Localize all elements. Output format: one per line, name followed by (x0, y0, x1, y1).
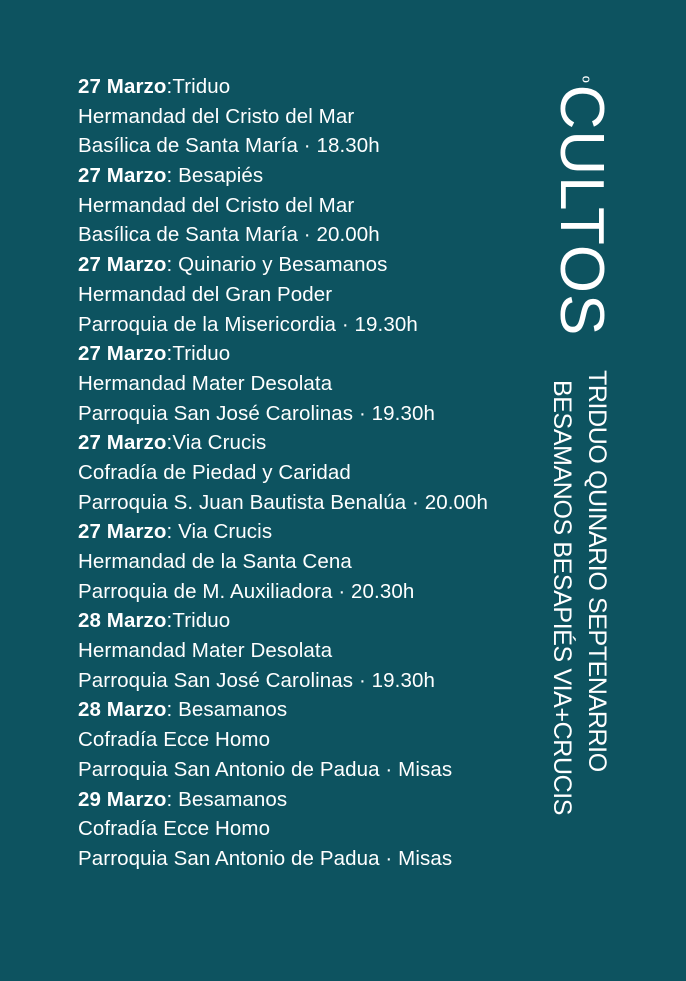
event-date: 27 Marzo (78, 253, 167, 277)
event-brotherhood: Cofradía Ecce Homo (78, 728, 271, 752)
event-brotherhood: Hermandad del Gran Poder (78, 282, 333, 306)
event-entry (78, 428, 518, 517)
events-list (78, 72, 518, 874)
event-date: 28 Marzo (78, 609, 167, 633)
event-entry (78, 606, 518, 695)
event-date: 28 Marzo (78, 698, 167, 722)
event-separator: : (166, 609, 173, 633)
event-header (78, 161, 518, 191)
event-type: Triduo (172, 342, 231, 366)
event-type: Besamanos (178, 698, 288, 722)
event-type: Via Crucis (172, 431, 267, 455)
event-header (78, 428, 518, 458)
event-date: 27 Marzo (78, 520, 167, 544)
event-type: Triduo (172, 609, 231, 633)
event-header (78, 250, 518, 280)
event-place-time: Parroquia San Antonio de Padua · Misas (78, 846, 453, 870)
event-entry (78, 339, 518, 428)
event-brotherhood: Cofradía Ecce Homo (78, 817, 271, 841)
title-text: CULTOS (547, 84, 616, 337)
event-place-time: Basílica de Santa María · 18.30h (78, 134, 380, 158)
event-entry (78, 72, 518, 161)
event-header (78, 339, 518, 369)
event-place-time: Parroquia de la Misericordia · 19.30h (78, 312, 418, 336)
event-date: 27 Marzo (78, 164, 167, 188)
event-type: Via Crucis (178, 520, 273, 544)
event-place-time: Parroquia San José Carolinas · 19.30h (78, 668, 435, 692)
event-place-time: Parroquia San José Carolinas · 19.30h (78, 401, 435, 425)
title-ordinal: º (573, 76, 593, 84)
event-separator: : (166, 431, 173, 455)
event-type: Besamanos (178, 787, 288, 811)
event-separator: : (166, 253, 179, 277)
event-place-time: Basílica de Santa María · 20.00h (78, 223, 380, 247)
event-brotherhood: Hermandad del Cristo del Mar (78, 104, 355, 128)
event-brotherhood: Cofradía de Piedad y Caridad (78, 460, 351, 484)
event-entry (78, 785, 518, 874)
event-date: 27 Marzo (78, 431, 167, 455)
event-place-time: Parroquia de M. Auxiliadora · 20.30h (78, 579, 415, 603)
event-brotherhood: Hermandad Mater Desolata (78, 639, 333, 663)
tags-line-2: BESAMANOS BESAPIÉS VIA+CRUCIS (548, 380, 576, 816)
event-date: 29 Marzo (78, 787, 167, 811)
event-header (78, 785, 518, 815)
event-brotherhood: Hermandad del Cristo del Mar (78, 193, 355, 217)
event-type: Quinario y Besamanos (178, 253, 388, 277)
event-date: 27 Marzo (78, 75, 167, 98)
event-type: Triduo (172, 75, 231, 98)
event-entry (78, 517, 518, 606)
event-header (78, 517, 518, 547)
event-separator: : (166, 520, 179, 544)
event-header (78, 606, 518, 636)
event-place-time: Parroquia S. Juan Bautista Benalúa · 20.00h (78, 490, 489, 514)
event-header (78, 72, 518, 102)
tags-line-1: TRIDUO QUINARIO SEPTENARRIO (583, 370, 611, 772)
event-entry (78, 250, 518, 339)
event-separator: : (166, 164, 179, 188)
event-brotherhood: Hermandad de la Santa Cena (78, 550, 352, 573)
cultos-title (547, 76, 616, 337)
event-brotherhood: Hermandad Mater Desolata (78, 371, 333, 395)
event-separator: : (166, 342, 173, 366)
event-date: 27 Marzo (78, 342, 167, 366)
event-type: Besapiés (178, 164, 264, 188)
event-separator: : (166, 787, 179, 811)
event-header (78, 695, 518, 725)
event-entry (78, 161, 518, 250)
event-entry (78, 695, 518, 784)
event-separator: : (166, 75, 173, 98)
event-separator: : (166, 698, 179, 722)
event-place-time: Parroquia San Antonio de Padua · Misas (78, 757, 453, 781)
